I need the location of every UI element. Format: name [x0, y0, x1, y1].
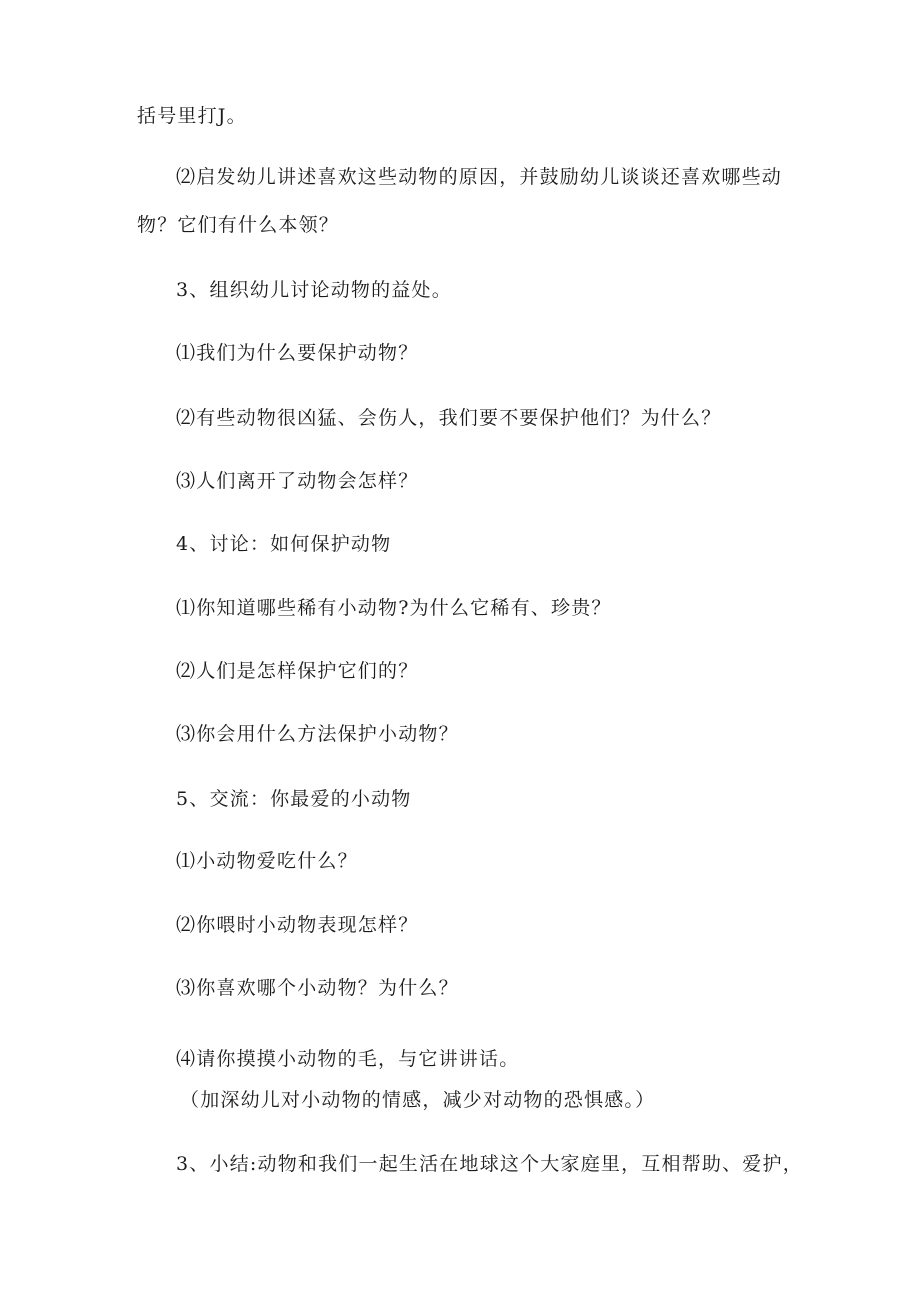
list-item: ⑴我们为什么要保护动物？: [176, 342, 419, 364]
text-line-item-2-part-2: 物？它们有什么本领？: [137, 214, 340, 236]
section-heading-3: 3、组织幼儿讨论动物的益处。: [176, 279, 452, 301]
list-item: ⑴你知道哪些稀有小动物?为什么它稀有、珍贵？: [176, 597, 612, 619]
list-item: ⑶你会用什么方法保护小动物？: [176, 723, 459, 745]
section-heading-5: 5、交流：你最爱的小动物: [176, 788, 412, 810]
text-line-continuation: 括号里打J。: [137, 105, 247, 127]
list-item: ⑷请你摸摸小动物的毛，与它讲讲话。: [176, 1048, 520, 1070]
list-item: ⑵人们是怎样保护它们的？: [176, 660, 419, 682]
list-item: ⑵有些动物很凶猛、会伤人，我们要不要保护他们？为什么？: [176, 407, 722, 429]
list-item: ⑶人们离开了动物会怎样？: [176, 470, 419, 492]
text-line-item-2-part-1: ⑵启发幼儿讲述喜欢这些动物的原因，并鼓励幼儿谈谈还喜欢哪些动: [176, 166, 783, 188]
summary-heading: 3、小结:动物和我们一起生活在地球这个大家庭里，互相帮助、爱护，: [176, 1153, 803, 1175]
section-heading-4: 4、讨论：如何保护动物: [176, 533, 392, 555]
list-item: ⑶你喜欢哪个小动物？为什么？: [176, 977, 459, 999]
note-text: （加深幼儿对小动物的情感，减少对动物的恐惧感。）: [180, 1089, 656, 1111]
list-item: ⑵你喂时小动物表现怎样？: [176, 914, 419, 936]
list-item: ⑴小动物爱吃什么？: [176, 850, 358, 872]
